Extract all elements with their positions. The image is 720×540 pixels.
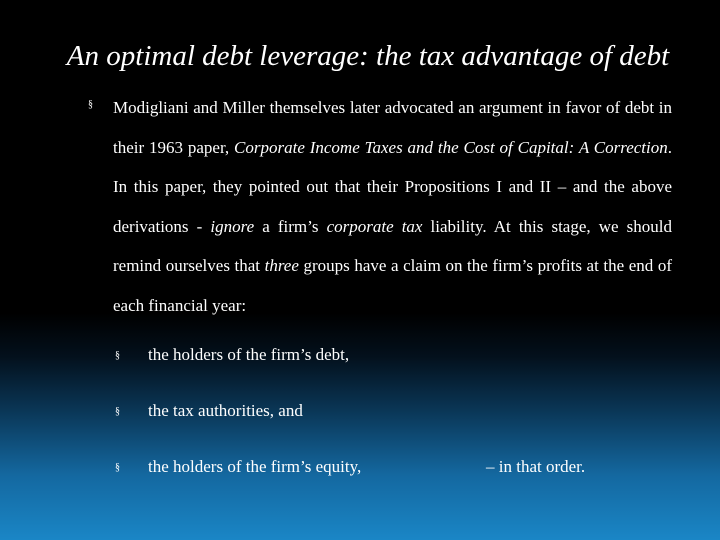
emphasis-three: three: [264, 256, 299, 276]
sub-bullet-icon: §: [115, 406, 120, 417]
claimant-tax-authorities: the tax authorities, and: [148, 401, 303, 420]
slide-title: An optimal debt leverage: the tax advantage of debt: [66, 40, 670, 72]
claimant-equity-holders: the holders of the firm’s equity,: [148, 457, 362, 476]
claimant-debt-holders: the holders of the firm’s debt,: [148, 345, 350, 364]
paper-title: Corporate Income Taxes and the Cost of Capital: A Correction: [234, 137, 668, 157]
emphasis-ignore: ignore: [210, 216, 255, 236]
emphasis-corporate-tax: corporate tax: [326, 216, 423, 236]
order-note: – in that order.: [486, 457, 586, 476]
sub-bullet-icon: §: [115, 350, 120, 361]
paragraph-text-1: Modigliani and Miller themselves later advocated an argument in favor of debt in their 1963 paper,: [113, 98, 672, 157]
paragraph-text-3: a firm’s: [254, 216, 327, 236]
sub-bullet-icon: §: [115, 462, 120, 473]
main-bullet-icon: §: [88, 99, 93, 110]
paragraph-text-2: . In this paper, they pointed out that their Propositions I and II – and the above derivations -: [113, 137, 672, 236]
paragraph-text-4: liability. At this stage, we should remind ourselves that: [113, 216, 672, 276]
paragraph-text-5: groups have a claim on the firm’s profits at the end of each financial year:: [113, 256, 672, 315]
main-paragraph: [113, 88, 672, 326]
